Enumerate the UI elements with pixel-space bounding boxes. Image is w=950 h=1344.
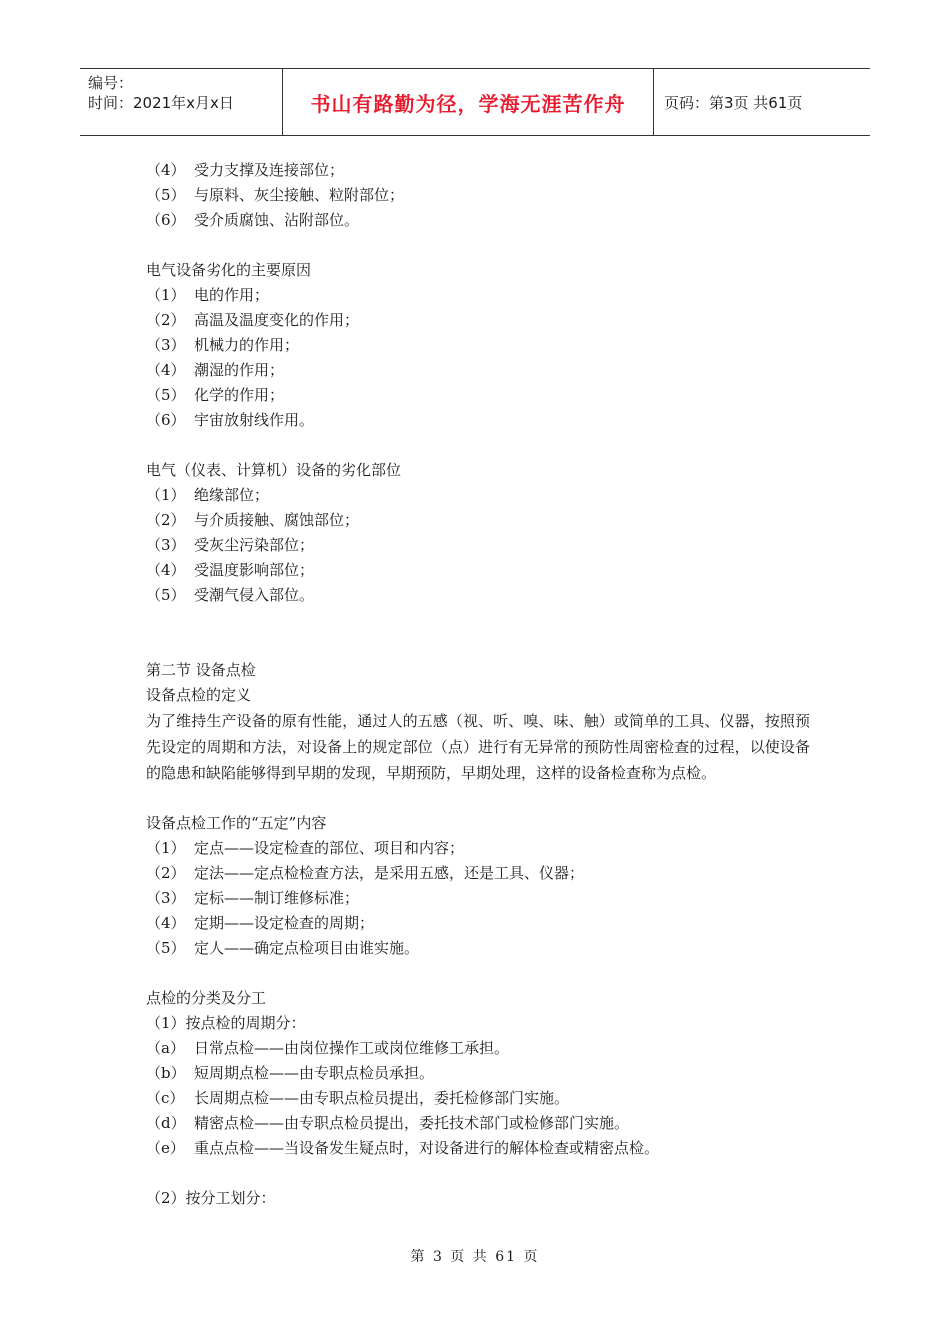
list-item: （4） 定期——设定检查的周期；	[146, 914, 375, 932]
list-item: （c） 长周期点检——由专职点检员提出，委托检修部门实施。	[146, 1089, 570, 1107]
section-mech-parts	[146, 158, 810, 233]
list-item: （2） 与介质接触、腐蚀部位；	[146, 511, 360, 529]
document-body	[146, 158, 810, 1211]
header-code-label: 编号：	[88, 74, 134, 92]
section-inspection	[146, 658, 810, 786]
section-subtitle: 设备点检的定义	[146, 686, 252, 704]
section-electrical-parts	[146, 458, 810, 608]
header-date-label: 时间：2021年x月x日	[88, 94, 234, 112]
list-item: （a） 日常点检——由岗位操作工或岗位维修工承担。	[146, 1039, 510, 1057]
list-item: （2） 定法——定点检检查方法，是采用五感，还是工具、仪器；	[146, 864, 585, 882]
header-page-info: 页码：第3页 共61页	[664, 93, 803, 112]
list-item: （3） 机械力的作用；	[146, 336, 300, 354]
list-item: （4） 受力支撑及连接部位；	[146, 161, 345, 179]
section-classification	[146, 986, 810, 1211]
list-item: （5） 化学的作用；	[146, 386, 285, 404]
list-item: （6） 宇宙放射线作用。	[146, 411, 315, 429]
section-heading: 第二节 设备点检	[146, 661, 256, 679]
list-item: （b） 短周期点检——由专职点检员承担。	[146, 1064, 435, 1082]
section-title: 电气（仪表、计算机）设备的劣化部位	[146, 461, 402, 479]
list-item: （1） 绝缘部位；	[146, 486, 270, 504]
list-item: （6） 受介质腐蚀、沾附部位。	[146, 211, 360, 229]
list-item: （4） 潮湿的作用；	[146, 361, 285, 379]
list-item: （1） 电的作用；	[146, 286, 270, 304]
list-item: （2） 高温及温度变化的作用；	[146, 311, 360, 329]
section-title: 点检的分类及分工	[146, 989, 267, 1007]
sub-heading: （2）按分工划分：	[146, 1189, 276, 1207]
list-item: （e） 重点点检——当设备发生疑点时，对设备进行的解体检查或精密点检。	[146, 1139, 660, 1157]
header-meta	[80, 69, 282, 135]
list-item: （5） 与原料、灰尘接触、粒附部位；	[146, 186, 405, 204]
section-five-fixed	[146, 811, 810, 961]
list-item: （3） 受灰尘污染部位；	[146, 536, 315, 554]
list-item: （1） 定点——设定检查的部位、项目和内容；	[146, 839, 465, 857]
page-header	[80, 68, 870, 136]
list-item: （5） 受潮气侵入部位。	[146, 586, 315, 604]
header-motto: 书山有路勤为径，学海无涯苦作舟	[282, 69, 654, 135]
sub-heading: （1）按点检的周期分：	[146, 1014, 306, 1032]
definition-paragraph: 为了维持生产设备的原有性能，通过人的五感（视、听、嗅、味、触）或简单的工具、仪器，按照预先设定的周期和方法，对设备上的规定部位（点）进行有无异常的预防性周密检查的过程，以使设备的隐患和缺陷能够得到早期的发现，早期预防，早期处理，这样的设备检查称为点检。	[146, 712, 810, 782]
list-item: （4） 受温度影响部位；	[146, 561, 315, 579]
list-item: （3） 定标——制订维修标准；	[146, 889, 360, 907]
section-title: 电气设备劣化的主要原因	[146, 261, 312, 279]
section-title: 设备点检工作的“五定”内容	[146, 814, 327, 832]
section-electrical-causes	[146, 258, 810, 433]
page-footer: 第 3 页 共 61 页	[410, 1249, 540, 1265]
list-item: （5） 定人——确定点检项目由谁实施。	[146, 939, 420, 957]
list-item: （d） 精密点检——由专职点检员提出，委托技术部门或检修部门实施。	[146, 1114, 630, 1132]
